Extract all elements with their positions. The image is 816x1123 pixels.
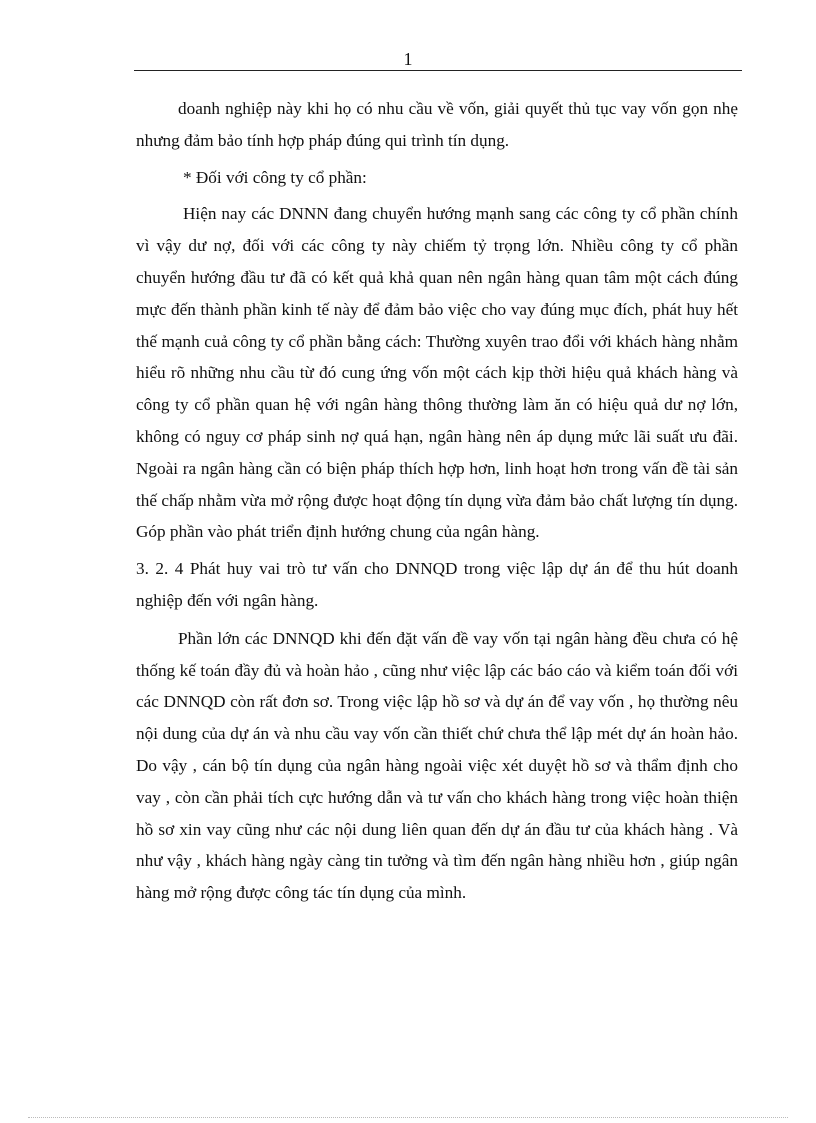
section-heading-3-2-4: 3. 2. 4 Phát huy vai trò tư vấn cho DNNQD trong việc lập dự án để thu hút doanh nghiệp đến với ngân hàng. (136, 559, 738, 610)
document-body (136, 93, 738, 909)
paragraph-loan-procedure: doanh nghiệp này khi họ có nhu cầu về vốn, giải quyết thủ tục vay vốn gọn nhẹ nhưng đảm bảo tính hợp pháp đúng qui trình tín dụng. (136, 99, 738, 150)
footer-divider (28, 1117, 788, 1118)
page-number: 1 (403, 49, 413, 69)
paragraph-advisory-role: Phần lớn các DNNQD khi đến đặt vấn đề vay vốn tại ngân hàng đều chưa có hệ thống kế toán đầy đủ và hoàn hảo , cũng như việc lập các báo cáo và kiểm toán đối với các DNNQD còn rất đơn sơ. Trong việc lập hồ sơ và dự án để vay vốn , họ thường nêu nội dung của dự án và nhu cầu vay vốn cần thiết chứ chưa thể lập mét dự án hoàn hảo. Do vậy , cán bộ tín dụng của ngân hàng ngoài việc xét duyệt hồ sơ và thẩm định cho vay , còn cần phải tích cực hướng dẫn và tư vấn cho khách hàng trong việc hoàn thiện hồ sơ xin vay cũng như các nội dung liên quan đến dự án đầu tư của khách hàng . Và như vậy , khách hàng ngày càng tin tưởng và tìm đến ngân hàng nhiều hơn , giúp ngân hàng mở rộng được công tác tín dụng của mình. (136, 628, 738, 903)
paragraph-joint-stock: Hiện nay các DNNN đang chuyển hướng mạnh sang các công ty cổ phần chính vì vậy dư nợ, đối với các công ty này chiếm tỷ trọng lớn. Nhiều công ty cổ phần chuyển hướng đầu tư đã có kết quả khả quan nên ngân hàng quan tâm một cách đúng mực đến thành phần kinh tế này để đảm bảo việc cho vay đúng mục đích, phát huy hết thế mạnh cuả công ty cổ phần bằng cách: Thường xuyên trao đổi với khách hàng nhằm hiểu rõ những nhu cầu từ đó cung ứng vốn một cách kịp thời hiệu quả khách hàng và công ty cổ phần quan hệ với ngân hàng thông thường làm ăn có hiệu quả dư nợ lớn, không có nguy cơ pháp sinh nợ quá hạn, ngân hàng nên áp dụng mức lãi suất ưu đãi. Ngoài ra ngân hàng cần có biện pháp thích hợp hơn, linh hoạt hơn trong vấn đề tài sản thế chấp nhằm vừa mở rộng được hoạt động tín dụng vừa đảm bảo chất lượng tín dụng. Góp phần vào phát triển định hướng chung của ngân hàng. (136, 204, 738, 542)
header-divider (134, 70, 742, 71)
section-heading-joint-stock: * Đối với công ty cổ phần: (183, 167, 367, 187)
